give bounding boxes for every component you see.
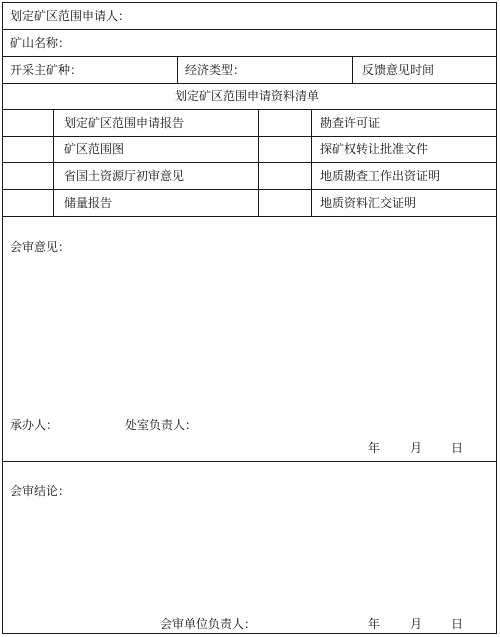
- column-divider: [53, 109, 54, 216]
- checklist-item: 划定矿区范围申请报告: [64, 116, 185, 130]
- row-divider: [2, 189, 497, 190]
- review-day: 日: [451, 441, 464, 455]
- checklist-title: 划定矿区范围申请资料清单: [175, 89, 320, 103]
- feedback-time-label: 反馈意见时间: [362, 63, 435, 77]
- checklist-item: 储量报告: [64, 196, 113, 210]
- row-divider: [2, 109, 497, 110]
- checklist-item: 探矿权转让批准文件: [320, 142, 429, 156]
- review-opinion-label: 会审意见：: [10, 240, 71, 254]
- checklist-item: 地质资料汇交证明: [320, 196, 417, 210]
- unit-head-label: 会审单位负责人：: [160, 617, 257, 631]
- checklist-item: 勘查许可证: [320, 116, 381, 130]
- row-divider: [2, 162, 497, 163]
- row-divider: [2, 29, 497, 30]
- checklist-item: 地质勘查工作出资证明: [320, 169, 441, 183]
- column-divider: [177, 56, 178, 83]
- checklist-item: 省国土资源厅初审意见: [64, 169, 185, 183]
- main-mineral-label: 开采主矿种：: [10, 63, 83, 77]
- column-divider: [258, 109, 259, 216]
- row-divider: [2, 136, 497, 137]
- review-year: 年: [368, 441, 381, 455]
- economic-type-label: 经济类型：: [185, 63, 246, 77]
- applicant-label: 划定矿区范围申请人：: [10, 9, 131, 23]
- conclusion-label: 会审结论：: [10, 484, 71, 498]
- office-head-label: 处室负责人：: [125, 418, 198, 432]
- review-month: 月: [410, 441, 423, 455]
- mine-name-label: 矿山名称：: [10, 36, 71, 50]
- row-divider: [2, 216, 497, 217]
- row-divider: [2, 56, 497, 57]
- checklist-item: 矿区范围图: [64, 142, 125, 156]
- conclusion-month: 月: [410, 617, 423, 631]
- column-divider: [352, 56, 353, 83]
- column-divider: [311, 109, 312, 216]
- conclusion-day: 日: [451, 617, 464, 631]
- row-divider: [2, 83, 497, 84]
- handler-label: 承办人：: [10, 418, 59, 432]
- conclusion-year: 年: [368, 617, 381, 631]
- section-divider: [2, 461, 497, 462]
